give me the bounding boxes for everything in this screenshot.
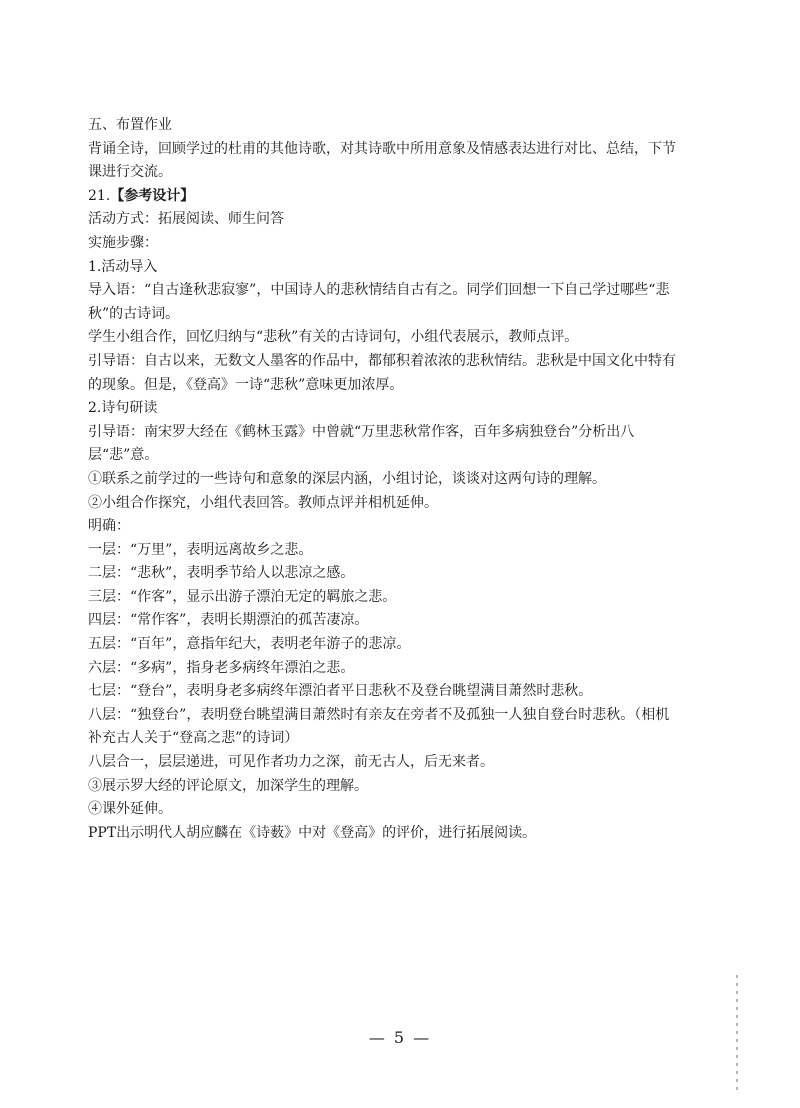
layer-1: 一层：“万里”，表明远离故乡之悲。 [88,541,313,558]
layer-8-paragraph [61,704,680,751]
intro-paragraph [61,279,680,326]
section-5-heading: 五、布置作业 [88,117,172,133]
task-2: ②小组合作探究，小组代表回答。教师点评并相机延伸。 [88,494,438,511]
task-3: ③展示罗大经的评论原文，加深学生的理解。 [88,777,368,794]
layer-6: 六层：“多病”，指身老多病终年漂泊之悲。 [88,659,355,676]
question-21-number: 21. [88,187,111,204]
question-21-header [88,185,680,209]
question-21-title: 【参考设计】 [110,187,195,204]
task-1: ①联系之前学过的一些诗句和意象的深层内涵，小组讨论，谈谈对这两句诗的理解。 [88,470,606,487]
step-1-heading: 1.活动导入 [88,258,158,275]
clarify-label: 明确： [88,518,130,535]
page-body [88,114,680,845]
guide-text-2: 引导语：南宋罗大经在《鹤林玉露》中曾就“万里悲秋常作客，百年多病独登台”分析出八层“悲”意。 [88,423,635,464]
section-5-body [61,138,680,185]
task-4: ④课外延伸。 [88,801,172,818]
scan-edge-mark [736,975,738,1095]
group-recall: 学生小组合作，回忆归纳与“悲秋”有关的古诗词句，小组代表展示，教师点评。 [88,329,579,346]
guide-text-1: 引导语：自古以来，无数文人墨客的作品中，都郁积着浓浓的悲秋情结。悲秋是中国文化中特有的现象。但是，《登高》一诗“悲秋”意味更加浓厚。 [88,352,676,393]
layer-8: 八层：“独登台”，表明登台眺望满目萧然时有亲友在旁者不及孤独一人独自登台时悲秋。（相机补充古人关于“登高之悲”的诗词） [88,706,670,747]
layer-2: 二层：“悲秋”，表明季节给人以悲凉之感。 [88,565,355,582]
layer-3: 三层：“作客”，显示出游子漂泊无定的羁旅之悲。 [88,588,397,605]
activity-mode: 活动方式：拓展阅读、师生问答 [88,211,284,228]
steps-label: 实施步骤： [88,234,158,251]
page-number: — 5 — [368,1028,432,1047]
ppt-extension: PPT出示明代人胡应麟在《诗薮》中对《登高》的评价，进行拓展阅读。 [88,824,537,841]
section-5-body-text: 背诵全诗，回顾学过的杜甫的其他诗歌，对其诗歌中所用意象及情感表达进行对比、总结，下节课进行交流。 [88,140,676,181]
layer-4: 四层：“常作客”，表明长期漂泊的孤苦凄凉。 [88,612,369,629]
layers-summary: 八层合一，层层递进，可见作者功力之深，前无古人，后无来者。 [88,754,494,771]
step-2-heading: 2.诗句研读 [88,400,158,417]
layer-7: 七层：“登台”，表明身老多病终年漂泊者平日悲秋不及登台眺望满目萧然时悲秋。 [88,683,593,700]
intro-text: 导入语：“自古逢秋悲寂寥”，中国诗人的悲秋情结自古有之。同学们回想一下自己学过哪些“悲秋”的古诗词。 [88,282,670,322]
guide-paragraph-1 [61,350,680,397]
layer-5: 五层：“百年”，意指年纪大，表明老年游子的悲凉。 [88,636,411,653]
